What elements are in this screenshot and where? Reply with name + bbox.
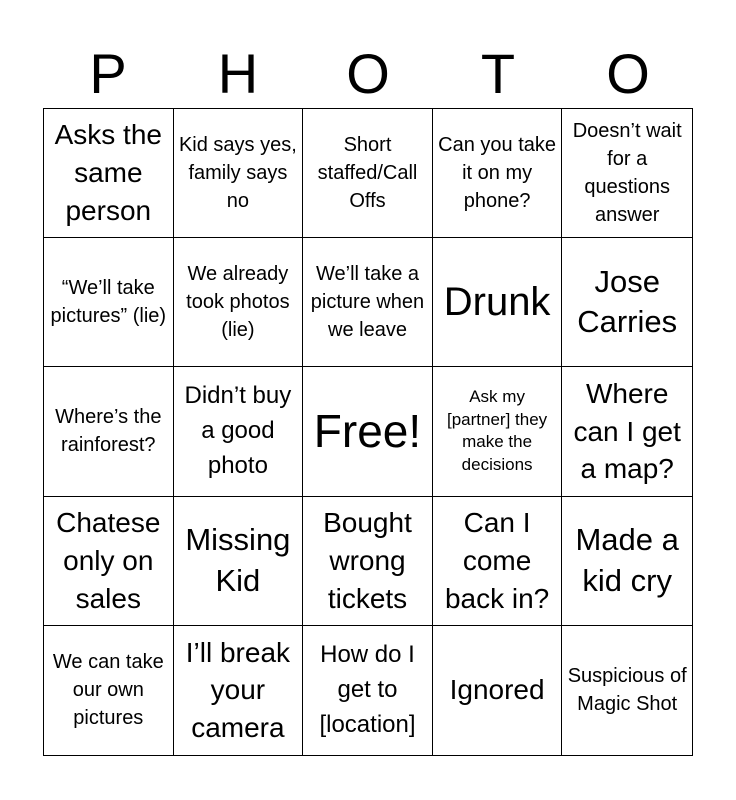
cell-text: Jose Carries	[577, 263, 678, 340]
cell-text: Ignored	[449, 674, 545, 706]
cell-text: Suspicious of Magic Shot	[567, 665, 687, 716]
cell-text: We already took photos (lie)	[186, 263, 290, 342]
cell-text: I’ll break your camera	[185, 636, 291, 744]
bingo-cell[interactable]	[44, 109, 174, 238]
cell-text: Short staffed/Call Offs	[317, 134, 418, 213]
header-letter-h: H	[217, 42, 259, 105]
cell-text: Ask my [partner] they make the decisions	[447, 386, 548, 475]
cell-text: Bought wrong tickets	[323, 507, 412, 614]
cell-text: Can you take it on my phone?	[438, 134, 557, 213]
bingo-cell[interactable]	[44, 367, 174, 496]
bingo-cell[interactable]	[433, 626, 563, 755]
bingo-cell[interactable]	[562, 238, 692, 367]
bingo-cell[interactable]	[44, 497, 174, 626]
bingo-cell[interactable]	[562, 367, 692, 496]
bingo-cell[interactable]	[44, 238, 174, 367]
cell-text: “We’ll take pictures” (lie)	[50, 277, 167, 328]
cell-text: Where can I get a map?	[573, 377, 681, 485]
bingo-cell[interactable]	[433, 109, 563, 238]
cell-text: Didn’t buy a good photo	[184, 382, 292, 479]
cell-text: Kid says yes, family says no	[178, 134, 297, 213]
header-letter-o-2: O	[606, 42, 650, 105]
cell-text: Missing Kid	[185, 522, 291, 598]
bingo-cell[interactable]	[174, 109, 304, 238]
cell-text: Made a kid cry	[575, 522, 679, 598]
bingo-cell[interactable]	[174, 238, 304, 367]
bingo-cell[interactable]	[562, 497, 692, 626]
cell-text: Drunk	[443, 280, 551, 325]
bingo-cell[interactable]	[174, 367, 304, 496]
free-space-text: Free!	[313, 404, 422, 457]
cell-text: Can I come back in?	[444, 507, 550, 614]
bingo-cell[interactable]	[174, 497, 304, 626]
bingo-cell[interactable]	[562, 109, 692, 238]
header-letter-p: P	[89, 42, 127, 105]
bingo-cell[interactable]	[433, 238, 563, 367]
bingo-cell[interactable]	[174, 626, 304, 755]
bingo-cell[interactable]	[433, 497, 563, 626]
bingo-cell[interactable]	[303, 626, 433, 755]
bingo-header	[43, 40, 693, 108]
bingo-cell[interactable]	[303, 238, 433, 367]
bingo-cell[interactable]	[303, 497, 433, 626]
bingo-cell[interactable]	[44, 626, 174, 755]
cell-text: How do I get to [location]	[319, 641, 416, 738]
bingo-board	[43, 108, 693, 756]
cell-text: Doesn’t wait for a questions answer	[572, 120, 682, 227]
free-space-cell[interactable]	[303, 367, 433, 496]
bingo-cell[interactable]	[433, 367, 563, 496]
bingo-cell[interactable]	[303, 109, 433, 238]
cell-text: We’ll take a picture when we leave	[310, 263, 425, 342]
header-letter-o: O	[346, 42, 390, 105]
bingo-cell[interactable]	[562, 626, 692, 755]
header-letter-t: T	[480, 42, 516, 105]
cell-text: Chatese only on sales	[56, 507, 161, 614]
cell-text: Where’s the rainforest?	[55, 406, 162, 457]
cell-text: Asks the same person	[54, 119, 162, 226]
cell-text: We can take our own pictures	[52, 651, 164, 730]
